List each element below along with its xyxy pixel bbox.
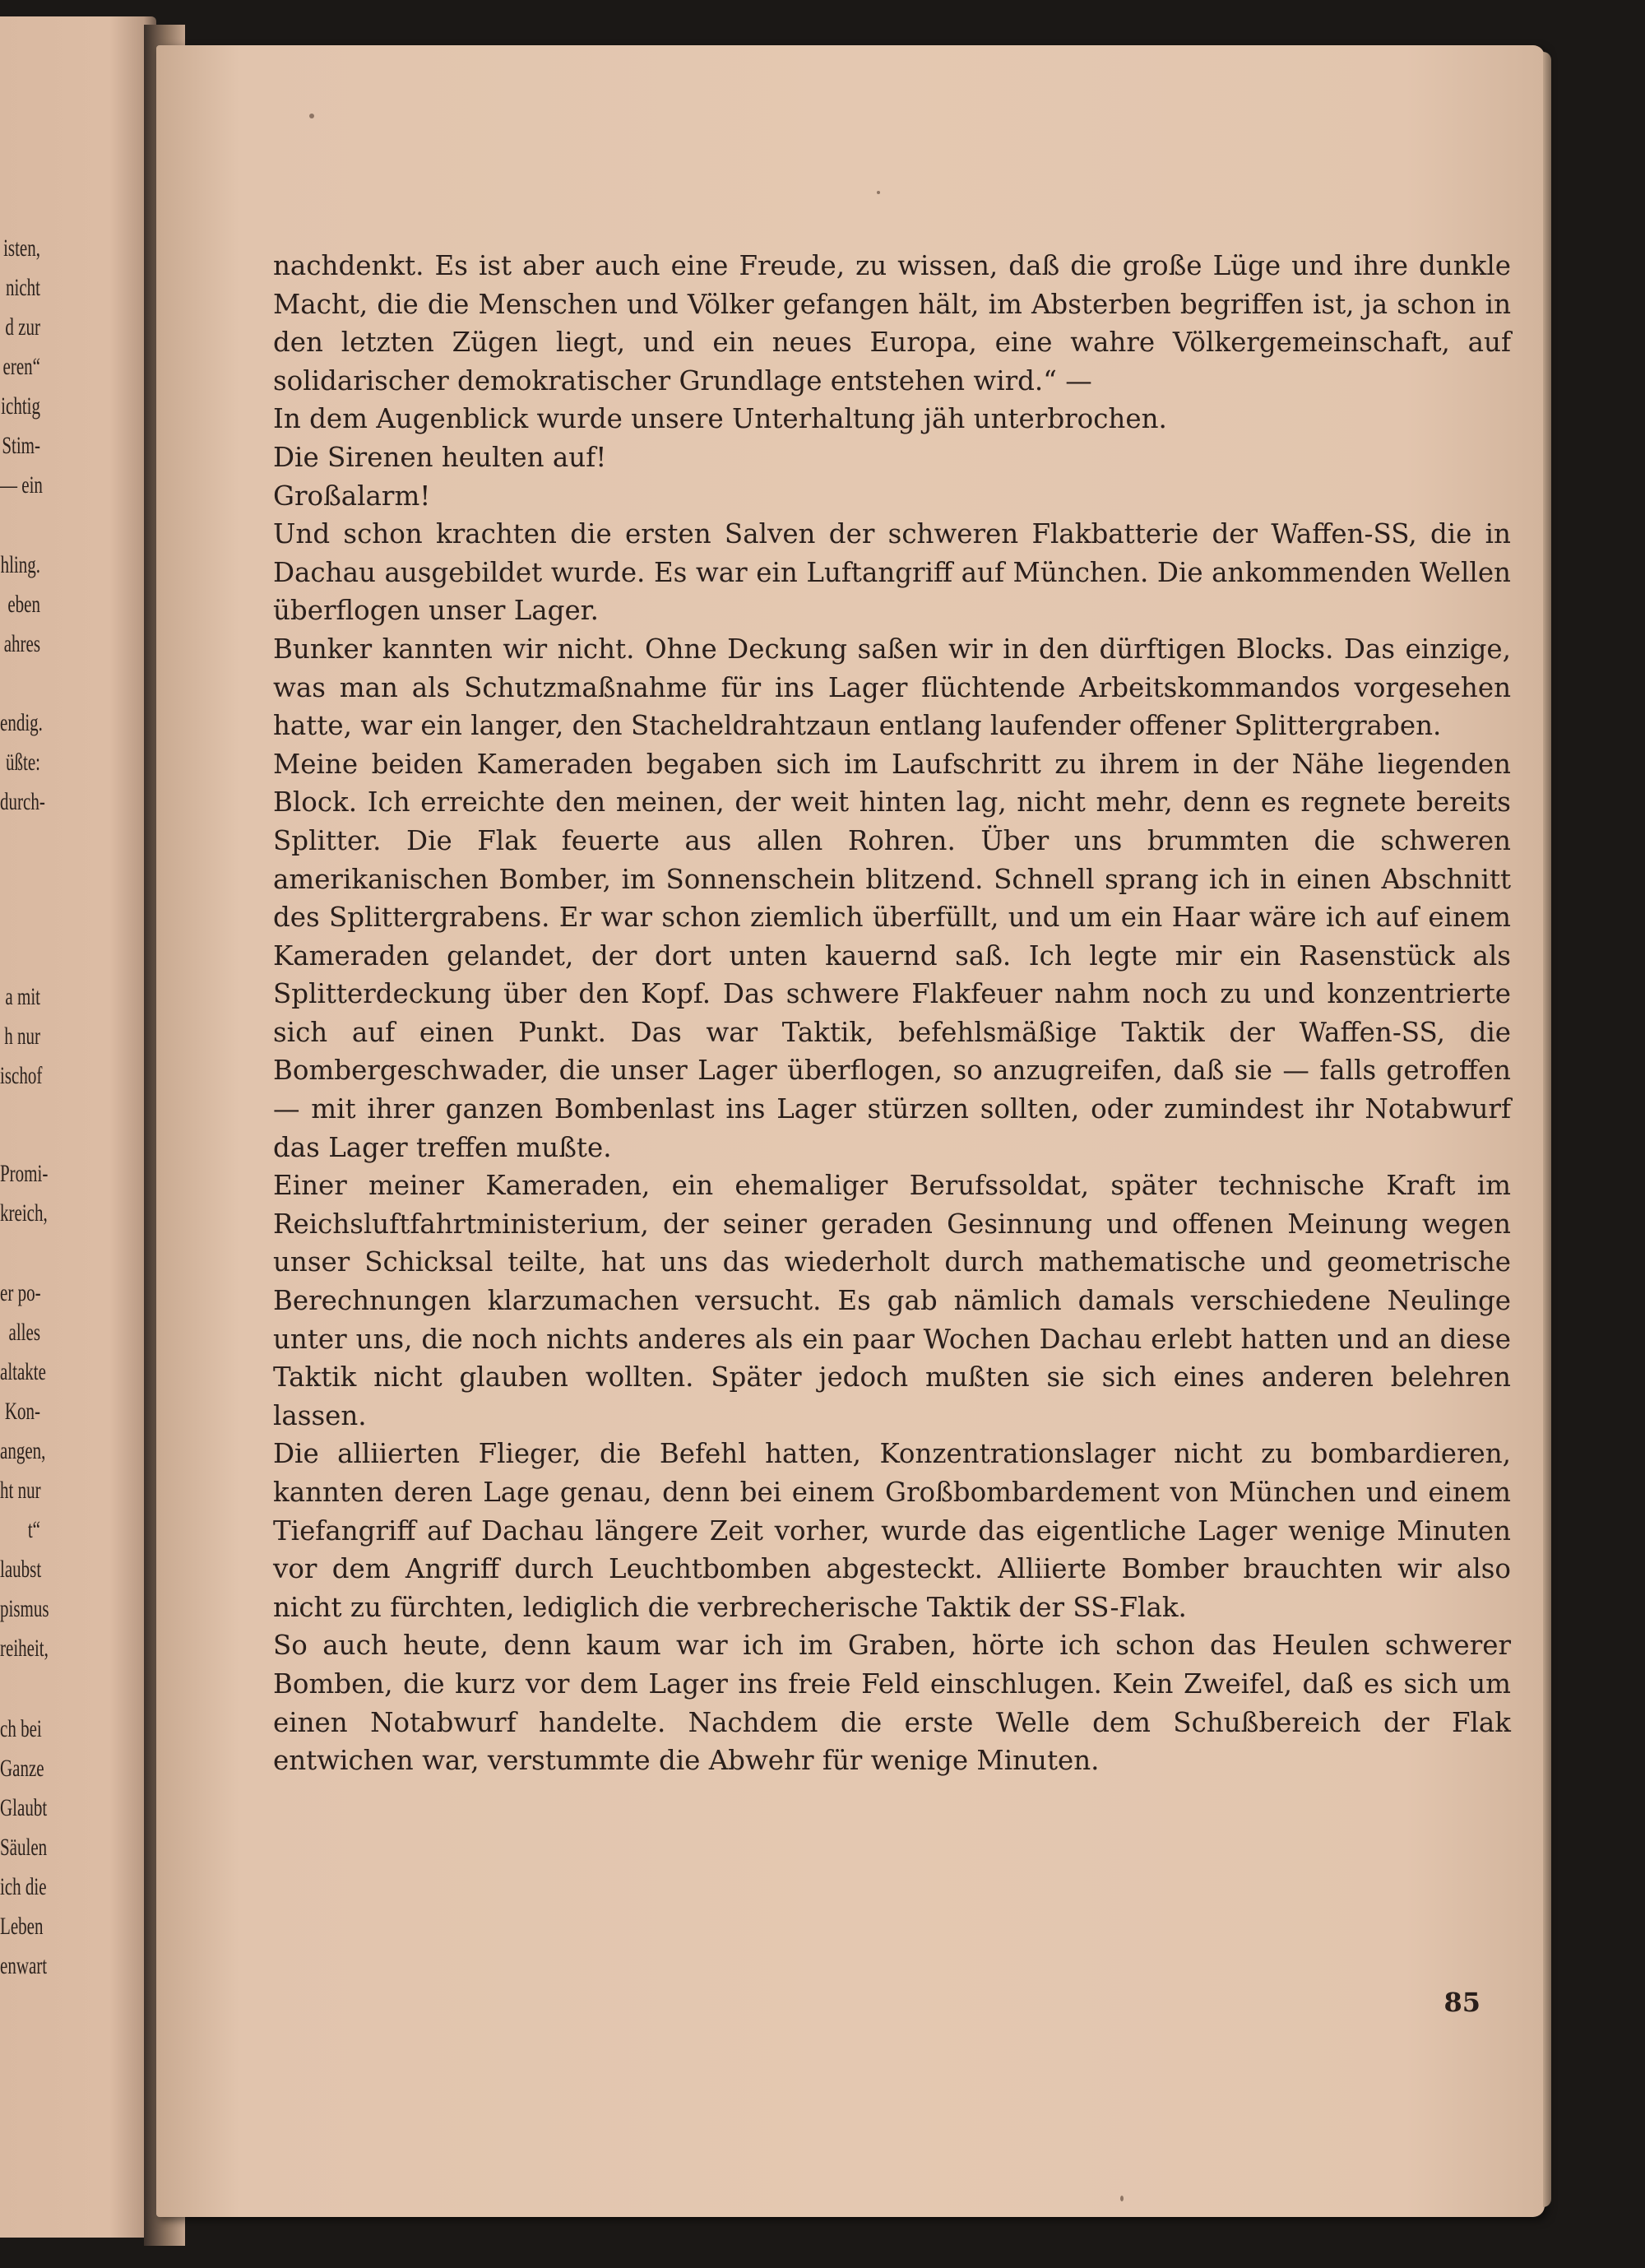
paper-speck — [309, 114, 314, 118]
paragraph: Meine beiden Kameraden begaben sich im Laufschritt zu ihrem in der Nähe liegenden Block. Ich erreichte den meinen, der weit hinten lag, nicht mehr, denn es regnete bereits Splitter. Die Flak feuerte aus allen Rohren. Über uns brummten die schweren amerikanischen Bomber, im Sonnenschein blitzend. Schnell sprang ich in einen Abschnitt des Splittergrabens. Er war schon ziemlich überfüllt, und um ein Haar wäre ich auf einem Kameraden gelandet, der dort unten kauernd saß. Ich legte mir ein Rasenstück als Splitterdeckung über den Kopf. Das schwere Flakfeuer nahm noch zu und konzentrierte sich auf einen Punkt. Das war Taktik, befehlsmäßige Taktik der Waffen-SS, die Bombergeschwader, die unser Lager überflogen, so anzugreifen, daß sie — falls getroffen — mit ihrer ganzen Bombenlast ins Lager stürzen sollten, oder zumindest ihr Notabwurf das Lager treffen mußte. — [273, 748, 1511, 1163]
left-page-line-fragment: pismus — [0, 1595, 49, 1622]
left-page-line-fragment: Säulen — [0, 1834, 48, 1861]
left-page-line-fragment: Ganze — [0, 1755, 44, 1782]
left-page-line-fragment: angen, — [0, 1437, 46, 1464]
left-page-line-fragment: ch bei — [0, 1715, 42, 1742]
left-page-line-fragment: reiheit, — [0, 1635, 49, 1662]
left-page-line-fragment: d zur — [5, 313, 40, 341]
paragraph: nachdenkt. Es ist aber auch eine Freude, zu wissen, daß die große Lüge und ihre dunkle Macht, die die Menschen und Völker gefangen hält, im Absterben begriffen ist, ja schon in den letzten Zügen liegt, und ein neues Europa, eine wahre Völkergemeinschaft, auf solidarischer demokratischer Grundlage entstehen wird.“ — — [273, 250, 1511, 397]
left-page-line-fragment: durch- — [0, 788, 45, 815]
left-page-line-fragment: Kon- — [4, 1398, 40, 1425]
page-edge — [1543, 52, 1551, 2207]
paragraph: In dem Augenblick wurde unsere Unterhaltung jäh unterbrochen. — [273, 403, 1167, 435]
paragraph: Die Sirenen heulten auf! — [273, 441, 607, 473]
paper-speck — [877, 191, 880, 194]
left-page-line-fragment: ht nur — [0, 1477, 41, 1504]
left-page-line-fragment: altakte — [0, 1358, 46, 1385]
paragraph: Und schon krachten die ersten Salven der schweren Flakbatterie der Waffen-SS, die in Dachau ausgebildet wurde. Es war ein Luftangriff auf München. Die ankommenden Wellen überflogen unser Lager. — [273, 518, 1511, 627]
paragraph: Bunker kannten wir nicht. Ohne Deckung saßen wir in den dürftigen Blocks. Das einzige, was man als Schutzmaßnahme für ins Lager flüchtende Arbeitskommandos vorgesehen hatte, war ein langer, den Stacheldrahtzaun entlang laufender offener Splittergraben. — [273, 633, 1511, 742]
left-page-line-fragment: eren“ — [2, 353, 40, 380]
left-page-line-fragment: er po- — [0, 1279, 41, 1306]
left-page-line-fragment: Promi- — [0, 1160, 49, 1187]
left-page-line-fragment: isten, — [3, 234, 40, 262]
left-page-line-fragment: enwart — [0, 1952, 48, 1979]
left-page-line-fragment: üßte: — [6, 749, 40, 776]
page-number: 85 — [1443, 1987, 1480, 2018]
left-page-line-fragment: nicht — [6, 274, 40, 301]
left-page-line-fragment: t“ — [27, 1516, 40, 1543]
left-facing-page — [0, 16, 156, 2238]
left-page-line-fragment: h nur — [4, 1023, 40, 1050]
left-page-line-fragment: endig. — [0, 709, 43, 736]
left-page-line-fragment: eben — [7, 591, 40, 618]
left-page-line-fragment: Leben — [0, 1913, 44, 1940]
left-page-line-fragment: Glaubt — [0, 1794, 48, 1821]
paragraph: Großalarm! — [273, 480, 431, 512]
paragraph: Einer meiner Kameraden, ein ehemaliger Berufssoldat, später technische Kraft im Reichsluftfahrtministerium, der seiner geraden Gesinnung und offenen Meinung wegen unser Schicksal teilte, hat uns das wiederholt durch mathematische und geometrische Berechnungen klarzumachen versucht. Es gab nämlich damals verschiedene Neulinge unter uns, die noch nichts anderes als ein paar Wochen Dachau erlebt hatten und an diese Taktik nicht glauben wollten. Später jedoch mußten sie sich eines anderen belehren lassen. — [273, 1170, 1511, 1431]
paper-speck — [1120, 2196, 1124, 2201]
left-page-line-fragment: ischof — [0, 1062, 43, 1089]
paragraph: So auch heute, denn kaum war ich im Graben, hörte ich schon das Heulen schwerer Bomben, die kurz vor dem Lager ins freie Feld einschlugen. Kein Zweifel, daß es sich um einen Notabwurf handelte. Nachdem die erste Welle dem Schußbereich der Flak entwichen war, verstummte die Abwehr für wenige Minuten. — [273, 1630, 1511, 1777]
left-page-line-fragment: ahres — [3, 630, 40, 657]
paragraph: Die alliierten Flieger, die Befehl hatten, Konzentrationslager nicht zu bombardieren, kannten deren Lage genau, denn bei einem Großbombardement von München und einem Tiefangriff auf Dachau längere Zeit vorher, wurde das eigentliche Lager wenige Minuten vor dem Angriff durch Leuchtbomben abgesteckt. Alliierte Bomber brauchten wir also nicht zu fürchten, lediglich die verbrecherische Taktik der SS-Flak. — [273, 1438, 1511, 1623]
page-body-text — [273, 247, 1511, 1780]
left-page-line-fragment: hling. — [0, 551, 40, 578]
left-page-line-fragment: kreich, — [0, 1199, 48, 1227]
left-page-line-fragment: laubst — [0, 1556, 42, 1583]
left-page-line-fragment: ichtig — [1, 392, 41, 420]
left-page-line-fragment: Stim- — [2, 432, 41, 459]
left-page-line-fragment: a mit — [5, 983, 41, 1010]
book-page — [156, 45, 1545, 2217]
left-page-line-fragment: alles — [8, 1319, 41, 1346]
left-page-line-fragment: — ein — [0, 471, 43, 499]
left-page-line-fragment: ich die — [0, 1873, 47, 1900]
